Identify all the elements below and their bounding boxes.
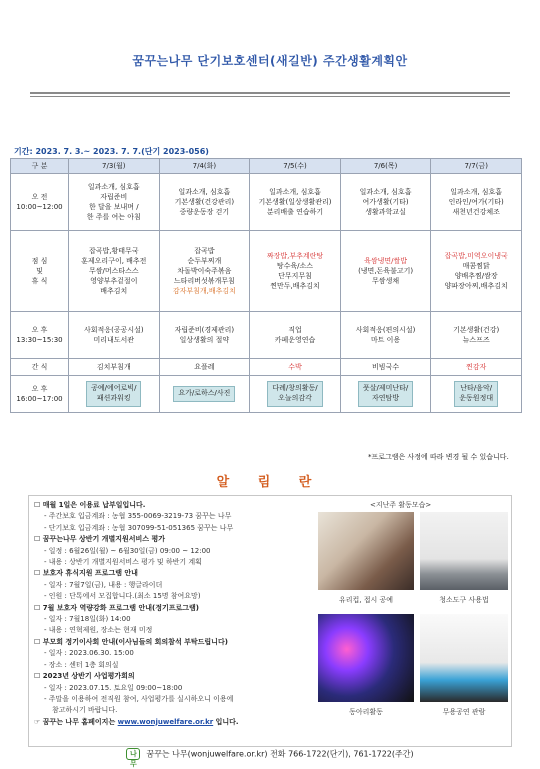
cell-line: 사회적응(편의시설) xyxy=(355,325,416,334)
schedule-cell xyxy=(431,174,522,231)
cell-line: 새천년건강체조 xyxy=(452,208,500,217)
cell-line: 마트 이용 xyxy=(370,336,401,344)
homepage-suffix: 입니다. xyxy=(213,717,239,726)
cell-line: 풋살/제미난타/ xyxy=(362,384,409,393)
activity-photo xyxy=(420,512,508,590)
cell-line: 느타리버섯볶개무침 xyxy=(173,277,235,286)
cell-line: 여가생활(기타) xyxy=(362,197,409,206)
schedule-cell: 요플레 xyxy=(159,359,250,376)
divider xyxy=(30,96,510,97)
cell-line: 인라인/여가(기타) xyxy=(448,197,504,206)
cell-line: 생활과학교실 xyxy=(365,208,406,217)
cell-line: 일과소개, 심호흡 xyxy=(269,187,321,196)
schedule-cell xyxy=(250,231,341,312)
cell-line: 자립준비 xyxy=(100,192,128,201)
header-cell: 구 분 xyxy=(11,159,69,174)
schedule-cell xyxy=(250,174,341,231)
photo-caption: 청소도구 사용법 xyxy=(439,596,489,604)
notice-list xyxy=(34,500,314,728)
schedule-cell xyxy=(159,174,250,231)
header-cell: 7/7(금) xyxy=(431,159,522,174)
notice-item: - 내용 : 연혁제원, 장소는 현재 미정 xyxy=(44,626,153,635)
row-label xyxy=(11,312,69,359)
program-box xyxy=(454,381,498,407)
header-cell: 7/5(수) xyxy=(250,159,341,174)
header-cell: 7/6(목) xyxy=(340,159,431,174)
cell-line: 한 달을 보내며 / xyxy=(88,203,139,211)
period-text: 기간: 2023. 7. 3.~ 2023. 7. 7.(단기 2023-056) xyxy=(14,147,209,156)
notice-heading: ☐ 보호자 휴식지원 프로그램 안내 xyxy=(34,569,138,578)
cell-line: 무쌈/머스타스스 xyxy=(88,266,139,275)
schedule-cell xyxy=(69,312,160,359)
cell-line: 분리배출 연습하기 xyxy=(266,208,324,217)
notice-item: - 일자 : 2023.07.15. 토요일 09:00~18:00 xyxy=(44,683,183,692)
notice-item: - 일정 : 6월26일(월) ~ 6월30일(금) 09:00 ~ 12:00 xyxy=(44,546,211,555)
schedule-row-pm2 xyxy=(11,376,522,413)
program-box xyxy=(173,386,235,402)
row-label xyxy=(11,376,69,413)
cell-line: 일과소개, 심호흡 xyxy=(178,187,231,196)
row-time: 16:00~17:00 xyxy=(16,395,63,403)
notice-title: 알 림 란 xyxy=(216,475,324,490)
schedule-cell xyxy=(340,376,431,413)
cell-line: 기본생활(건강관리) xyxy=(174,197,235,206)
cell-line: (냉면,돈육불고기) xyxy=(358,266,414,275)
notice-item: - 주말을 이용하여 전직원 참여, 사업평가를 실시하오니 이용에 xyxy=(44,694,234,703)
notice-item: - 인원 : 단톡에서 모집합니다.(최소 15명 참여요망) xyxy=(44,592,201,601)
cell-line: 잡곡밥,황태무국 xyxy=(89,246,139,255)
schedule-cell xyxy=(431,231,522,312)
schedule-cell: 김치부침개 xyxy=(69,359,160,376)
schedule-note: *프로그램은 사정에 따라 변경 될 수 있습니다. xyxy=(368,453,509,461)
cell-line: 뉴스프즈 xyxy=(462,336,490,344)
photo-caption: 동아리활동 xyxy=(349,708,383,716)
schedule-cell xyxy=(159,312,250,359)
cell-line: 잡곡밥,미역오이냉국 xyxy=(444,251,508,260)
weekly-schedule-table xyxy=(10,158,522,413)
schedule-cell xyxy=(159,231,250,312)
cell-line: 공예/에어로빅/ xyxy=(91,384,137,393)
activity-photo xyxy=(318,512,414,590)
cell-line: 일과소개, 심호흡 xyxy=(87,182,140,191)
cell-line: 중량운동장 걷기 xyxy=(179,208,230,217)
cell-line: 직업 xyxy=(288,325,302,334)
cell-line: 잡곡밥 xyxy=(194,246,215,255)
schedule-cell xyxy=(69,174,160,231)
schedule-row-pm1 xyxy=(11,312,522,359)
cell-line: 짜장밥,부추계란탕 xyxy=(266,251,324,260)
cell-line: 패션과워킹 xyxy=(96,394,131,402)
schedule-cell: 비빔국수 xyxy=(340,359,431,376)
schedule-row-am xyxy=(11,174,522,231)
cell-line: 무쌈생채 xyxy=(372,277,400,286)
schedule-cell xyxy=(340,174,431,231)
schedule-cell xyxy=(340,231,431,312)
schedule-cell xyxy=(159,376,250,413)
row-label xyxy=(11,174,69,231)
notice-item: - 단기보호 입금계좌 : 농협 307099-51-051365 꿈꾸는 나무 xyxy=(44,523,234,532)
cell-line: 오늘의감각 xyxy=(278,394,312,402)
cell-line: 휴 식 xyxy=(31,277,48,286)
schedule-cell xyxy=(431,312,522,359)
homepage-prefix: ☞ 꿈꾸는 나무 홈페이지는 xyxy=(34,717,118,726)
activity-photo xyxy=(420,614,508,702)
notice-item: - 주간보호 입금계좌 : 농협 355-0069-3219-73 꿈꾸는 나무 xyxy=(44,512,232,521)
cell-line: 양파장아찌,배추김치 xyxy=(444,282,508,291)
row-label xyxy=(11,231,69,312)
schedule-cell: 찐감자 xyxy=(431,359,522,376)
photo-caption: 유리컵, 접시 공예 xyxy=(338,596,393,604)
notice-item: - 일자 : 7월18일(화) 14:00 xyxy=(44,615,131,624)
cell-line: 단무지무침 xyxy=(278,272,312,280)
cell-line: 운동원정대 xyxy=(459,394,494,402)
cell-line: 차돌박이숙주볶음 xyxy=(177,266,232,275)
cell-line: 양배추찜/쌈장 xyxy=(454,272,498,280)
schedule-cell xyxy=(250,376,341,413)
cell-line: 탕수육/소스 xyxy=(276,261,314,270)
homepage-link[interactable]: www.wonjuwelfare.or.kr xyxy=(117,717,214,726)
notice-item: - 내용 : 상반기 개별지원서비스 평가 및 하반기 계획 xyxy=(44,558,202,567)
photo-caption: 무용공연 관람 xyxy=(442,708,486,716)
cell-line: 배추김치 xyxy=(100,287,128,296)
cell-line: 카페운영연습 xyxy=(274,336,316,344)
cell-line: 요가/로하스/사진 xyxy=(178,389,231,398)
schedule-cell xyxy=(431,376,522,413)
cell-line: 매콤찜닭 xyxy=(462,261,490,270)
notice-item: 참고하시기 바랍니다. xyxy=(52,706,118,715)
row-time: 10:00~12:00 xyxy=(16,203,63,211)
schedule-cell xyxy=(340,312,431,359)
cell-line: 일과소개, 심호흡 xyxy=(359,187,412,196)
row-time: 13:30~15:30 xyxy=(16,336,63,344)
cell-line: 일상생활의 절약 xyxy=(179,336,230,344)
notice-item: - 장소 : 센터 1층 회의실 xyxy=(44,660,119,669)
cell-line: 훈제오리구이, 배추전 xyxy=(81,256,147,265)
row-label: 간 식 xyxy=(11,359,69,376)
program-box xyxy=(267,381,322,407)
activity-photo xyxy=(318,614,414,702)
schedule-cell: 수박 xyxy=(250,359,341,376)
notice-heading: ☐ 꿈꾸는나무 상반기 개별지원서비스 평가 xyxy=(34,535,165,544)
notice-heading: ☐ 매월 1일은 이용료 납부일입니다. xyxy=(34,501,146,509)
cell-line: 및 xyxy=(36,266,43,275)
cell-line: 육쌈냉면/쌀밥 xyxy=(364,256,408,265)
tree-logo-icon: 나무 xyxy=(126,748,140,760)
cell-line: 미리내도서관 xyxy=(93,336,135,344)
cell-line: 한 주를 여는 아침 xyxy=(86,213,141,222)
footer-text: 꿈꾸는 나무(wonjuwelfare.or.kr) 전화 766-1722(단기), 761-1722(주간) xyxy=(146,749,414,759)
cell-line: 자연탐방 xyxy=(372,394,400,402)
row-label-text: 오 후 xyxy=(31,384,48,393)
notice-heading: ☐ 부모회 정기이사회 안내(이사님들의 회의참석 부탁드립니다) xyxy=(34,637,228,646)
cell-line: 난타/음악/ xyxy=(460,384,493,393)
page-title-wrap xyxy=(30,52,510,69)
cell-line: 감자부침개,배추김치 xyxy=(172,287,236,296)
cell-line: 사회적응(공공시설) xyxy=(84,325,144,334)
footer xyxy=(0,748,540,768)
schedule-row-lunch xyxy=(11,231,522,312)
page-title: 꿈꾸는나무 단기보호센터(새길반) 주간생활계획안 xyxy=(132,54,408,68)
notice-item: - 일자 : 2023.06.30. 15:00 xyxy=(44,649,134,658)
schedule-row-snack xyxy=(11,359,522,376)
notice-heading: ☐ 2023년 상반기 사업평가회의 xyxy=(34,672,135,681)
schedule-cell xyxy=(69,376,160,413)
program-box xyxy=(86,381,141,407)
schedule-header-row xyxy=(11,159,522,174)
homepage-line xyxy=(34,717,314,728)
schedule-cell xyxy=(69,231,160,312)
header-cell: 7/4(화) xyxy=(159,159,250,174)
cell-line: 영양부추겉절이 xyxy=(90,277,138,286)
schedule-cell xyxy=(250,312,341,359)
divider xyxy=(30,92,510,94)
row-label-text: 오 전 xyxy=(31,192,48,201)
cell-line: 기본생활(일상생활관리) xyxy=(258,197,332,206)
cell-line: 찐만두,배추김치 xyxy=(270,282,320,291)
row-label-text: 오 후 xyxy=(31,325,48,334)
photo-section-header: <지난주 활동모습> xyxy=(370,501,432,509)
cell-line: 기본생활(건강) xyxy=(453,325,500,334)
cell-line: 자립준비(경제관리) xyxy=(174,325,235,334)
cell-line: 다례/창의활동/ xyxy=(272,384,318,393)
cell-line: 점 심 xyxy=(31,256,48,265)
notice-item: - 일자 : 7월7일(금), 내용 : 행글라이더 xyxy=(44,580,163,589)
cell-line: 순두부찌개 xyxy=(187,256,222,265)
notice-heading: ☐ 7월 보호자 역량강화 프로그램 안내(정기프로그램) xyxy=(34,603,199,612)
header-cell: 7/3(월) xyxy=(69,159,160,174)
program-box xyxy=(358,381,413,407)
cell-line: 일과소개, 심호흡 xyxy=(450,187,503,196)
